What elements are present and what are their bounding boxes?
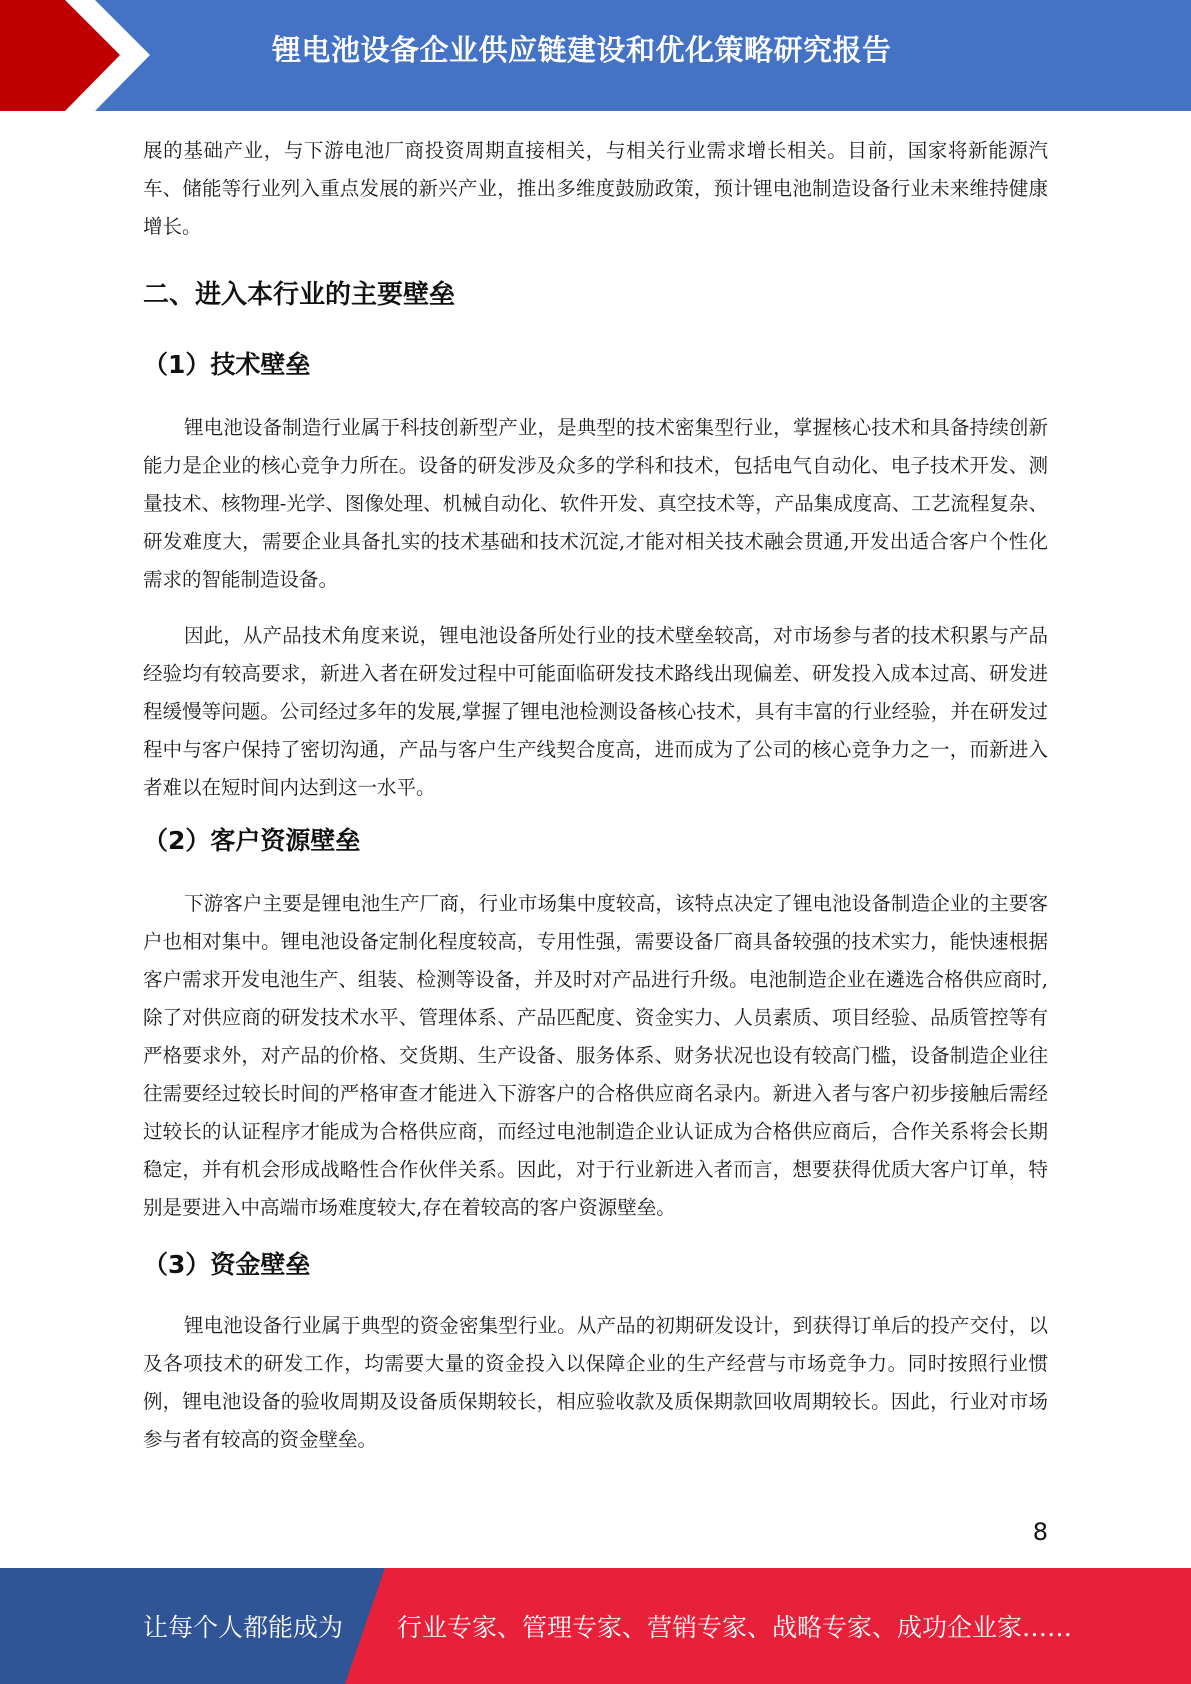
intro-paragraph: 展的基础产业，与下游电池厂商投资周期直接相关，与相关行业需求增长相关。目前，国家将新能源汽车、储能等行业列入重点发展的新兴产业，推出多维度鼓励政策，预计锂电池制造设备行业未来维持健康增长。: [143, 139, 1048, 238]
page-footer: [0, 1568, 1191, 1684]
page-content: [143, 132, 1048, 1459]
header-chevron-graphic: [0, 0, 160, 111]
page-header: [0, 0, 1191, 111]
technical-paragraph-1: 锂电池设备制造行业属于科技创新型产业，是典型的技术密集型行业，掌握核心技术和具备持续创新能力是企业的核心竞争力所在。设备的研发涉及众多的学科和技术，包括电气自动化、电子技术开发、测量技术、核物理-光学、图像处理、机械自动化、软件开发、真空技术等，产品集成度高、工艺流程复杂、研发难度大，需要企业具备扎实的技术基础和技术沉淀,才能对相关技术融会贯通,开发出适合客户个性化需求的智能制造设备。: [143, 416, 1048, 591]
customer-paragraph: 下游客户主要是锂电池生产厂商，行业市场集中度较高，该特点决定了锂电池设备制造企业的主要客户也相对集中。锂电池设备定制化程度较高，专用性强，需要设备厂商具备较强的技术实力，能快速根据客户需求开发电池生产、组装、检测等设备，并及时对产品进行升级。电池制造企业在遴选合格供应商时,除了对供应商的研发技术水平、管理体系、产品匹配度、资金实力、人员素质、项目经验、品质管控等有严格要求外，对产品的价格、交货期、生产设备、服务体系、财务状况也设有较高门槛，设备制造企业往往需要经过较长时间的严格审查才能进入下游客户的合格供应商名录内。新进入者与客户初步接触后需经过较长的认证程序才能成为合格供应商，而经过电池制造企业认证成为合格供应商后，合作关系将会长期稳定，并有机会形成战略性合作伙伴关系。因此，对于行业新进入者而言，想要获得优质大客户订单，特别是要进入中高端市场难度较大,存在着较高的客户资源壁垒。: [143, 892, 1048, 1219]
subsection-title-capital: （3）资金壁垒: [143, 1250, 311, 1279]
subsection-title-customer: （2）客户资源壁垒: [143, 826, 361, 855]
section-title: 二、进入本行业的主要壁垒: [143, 280, 456, 310]
footer-slogan-right: 行业专家、管理专家、营销专家、战略专家、成功企业家……: [397, 1613, 1073, 1642]
technical-paragraph-2: 因此，从产品技术角度来说，锂电池设备所处行业的技术壁垒较高，对市场参与者的技术积累与产品经验均有较高要求，新进入者在研发过程中可能面临研发技术路线出现偏差、研发投入成本过高、研发进程缓慢等问题。公司经过多年的发展,掌握了锂电池检测设备核心技术，具有丰富的行业经验，并在研发过程中与客户保持了密切沟通，产品与客户生产线契合度高，进而成为了公司的核心竞争力之一，而新进入者难以在短时间内达到这一水平。: [143, 624, 1048, 799]
page-number: 8: [1032, 1518, 1048, 1546]
capital-paragraph: 锂电池设备行业属于典型的资金密集型行业。从产品的初期研发设计，到获得订单后的投产交付，以及各项技术的研发工作，均需要大量的资金投入以保障企业的生产经营与市场竞争力。同时按照行业惯例，锂电池设备的验收周期及设备质保期较长，相应验收款及质保期款回收周期较长。因此，行业对市场参与者有较高的资金壁垒。: [143, 1314, 1048, 1451]
footer-slogan-left: 让每个人都能成为: [143, 1613, 344, 1642]
report-title: 锂电池设备企业供应链建设和优化策略研究报告: [272, 33, 892, 67]
subsection-title-technical: （1）技术壁垒: [143, 350, 311, 379]
